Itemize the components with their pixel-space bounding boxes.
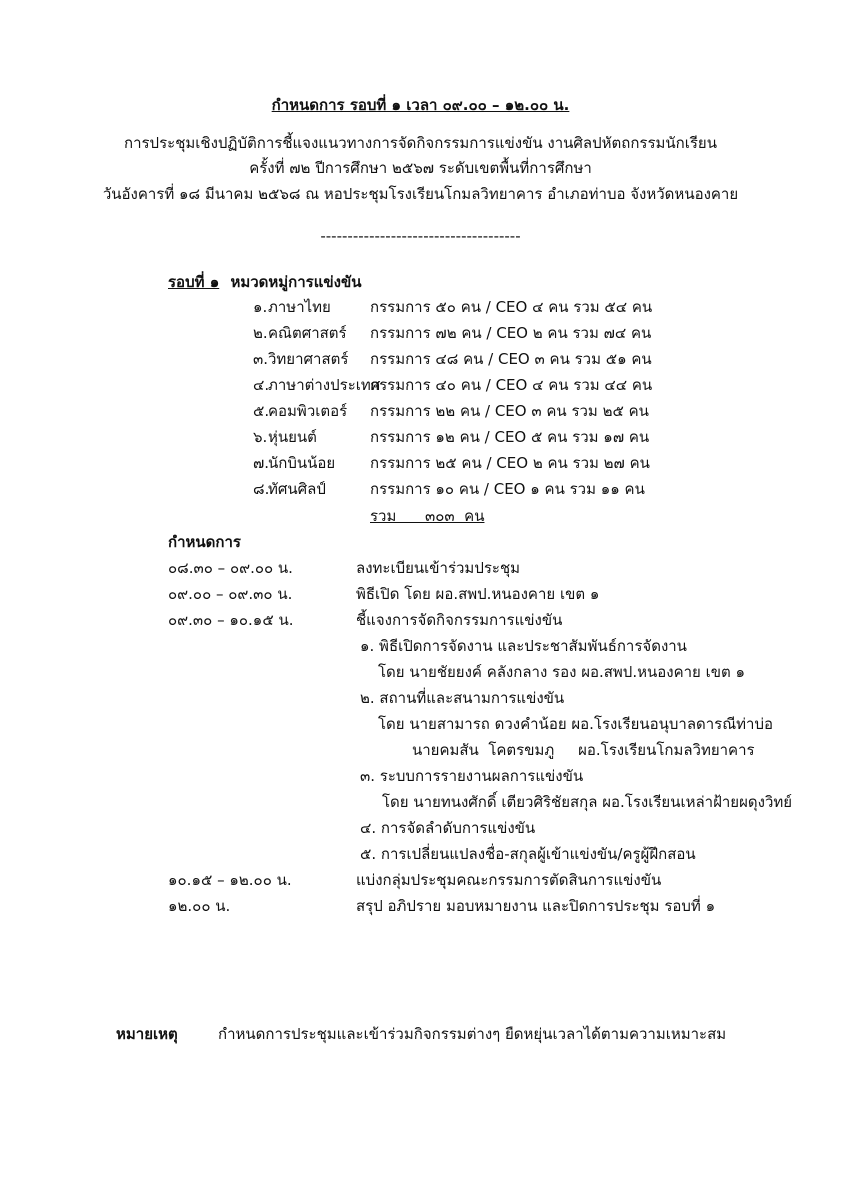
category-name: คอมพิวเตอร์ bbox=[268, 402, 348, 420]
category-number: ๕. bbox=[253, 402, 270, 420]
category-detail: กรรมการ ๗๒ คน / CEO ๒ คน รวม ๗๔ คน bbox=[370, 324, 652, 342]
category-detail: กรรมการ ๔๘ คน / CEO ๓ คน รวม ๕๑ คน bbox=[370, 350, 652, 368]
category-detail: กรรมการ ๕๐ คน / CEO ๔ คน รวม ๕๔ คน bbox=[370, 298, 653, 316]
sub-item: ๒. สถานที่และสนามการแข่งขัน bbox=[360, 689, 565, 707]
schedule-event: ชี้แจงการจัดกิจกรรมการแข่งขัน bbox=[356, 611, 563, 629]
subtitle-line-3: วันอังคารที่ ๑๘ มีนาคม ๒๕๖๘ ณ หอประชุมโรงเรียนโกมลวิทยาคาร อำเภอท่าบอ จังหวัดหนองคาย bbox=[102, 185, 739, 203]
page-title: กำหนดการ รอบที่ ๑ เวลา ๐๙.๐๐ – ๑๒.๐๐ น. bbox=[271, 96, 570, 114]
sub-item-detail: นายคมสัน โคตรขมภู ผอ.โรงเรียนโกมลวิทยาคาร bbox=[412, 741, 755, 759]
category-name: ภาษาต่างประเทศ bbox=[268, 376, 381, 394]
subtitle-line-1: การประชุมเชิงปฏิบัติการชี้แจงแนวทางการจัดกิจกรรมการแข่งขัน งานศิลปหัตถกรรมนักเรียน bbox=[124, 134, 717, 152]
divider: ------------------------------------- bbox=[320, 227, 521, 245]
category-detail: กรรมการ ๑๒ คน / CEO ๕ คน รวม ๑๗ คน bbox=[370, 428, 650, 446]
category-number: ๒. bbox=[253, 324, 268, 342]
category-number: ๑. bbox=[253, 298, 268, 316]
category-detail: กรรมการ ๒๕ คน / CEO ๒ คน รวม ๒๗ คน bbox=[370, 454, 650, 472]
sub-item: ๕. การเปลี่ยนแปลงชื่อ-สกุลผู้เข้าแข่งขัน/ครูผู้ฝึกสอน bbox=[360, 845, 696, 863]
sub-item: ๑. พิธีเปิดการจัดงาน และประชาสัมพันธ์การจัดงาน bbox=[360, 637, 687, 655]
subtitle-line-2: ครั้งที่ ๗๒ ปีการศึกษา ๒๕๖๗ ระดับเขตพื้นที่การศึกษา bbox=[249, 159, 592, 177]
category-number: ๗. bbox=[253, 454, 270, 472]
category-number: ๔. bbox=[253, 376, 270, 394]
schedule-event: พิธีเปิด โดย ผอ.สพป.หนองคาย เขต ๑ bbox=[356, 585, 600, 603]
schedule-time: ๐๙.๓๐ – ๑๐.๑๕ น. bbox=[168, 611, 294, 629]
schedule-time: ๐๘.๓๐ – ๐๙.๐๐ น. bbox=[168, 559, 293, 577]
schedule-time: ๑๒.๐๐ น. bbox=[168, 897, 231, 915]
schedule-event: แบ่งกลุ่มประชุมคณะกรรมการตัดสินการแข่งขัน bbox=[356, 871, 662, 889]
category-heading: หมวดหมู่การแข่งขัน bbox=[230, 273, 362, 291]
category-total: รวม ๓๐๓ คน bbox=[370, 507, 485, 525]
category-name: ทัศนศิลป์ bbox=[268, 480, 326, 498]
category-section-heading bbox=[168, 275, 361, 290]
category-number: ๘. bbox=[253, 480, 270, 498]
sub-item-detail: โดย นายทนงศักดิ์ เตียวศิริชัยสกุล ผอ.โรงเรียนเหล่าฝ้ายผดุงวิทย์ bbox=[382, 793, 793, 811]
category-name: วิทยาศาสตร์ bbox=[268, 350, 349, 368]
category-detail: กรรมการ ๒๒ คน / CEO ๓ คน รวม ๒๕ คน bbox=[370, 402, 649, 420]
category-name: หุ่นยนต์ bbox=[268, 428, 317, 446]
category-detail: กรรมการ ๑๐ คน / CEO ๑ คน รวม ๑๑ คน bbox=[370, 480, 645, 498]
sub-item: ๓. ระบบการรายงานผลการแข่งขัน bbox=[360, 767, 584, 785]
note-label: หมายเหตุ bbox=[116, 1025, 178, 1043]
sub-item-detail: โดย นายสามารถ ดวงคำน้อย ผอ.โรงเรียนอนุบาลดารณีท่าบ่อ bbox=[378, 715, 773, 733]
category-number: ๓. bbox=[253, 350, 269, 368]
category-name: ภาษาไทย bbox=[268, 298, 331, 316]
note-text: กำหนดการประชุมและเข้าร่วมกิจกรรมต่างๆ ยืดหยุ่นเวลาได้ตามความเหมาะสม bbox=[218, 1025, 727, 1043]
category-name: นักบินน้อย bbox=[268, 454, 336, 472]
sub-item: ๔. การจัดลำดับการแข่งขัน bbox=[360, 819, 536, 837]
schedule-time: ๑๐.๑๕ – ๑๒.๐๐ น. bbox=[168, 871, 292, 889]
category-name: คณิตศาสตร์ bbox=[268, 324, 347, 342]
schedule-heading: กำหนดการ bbox=[168, 533, 241, 551]
category-number: ๖. bbox=[253, 428, 268, 446]
round-label: รอบที่ ๑ bbox=[168, 273, 220, 291]
category-detail: กรรมการ ๔๐ คน / CEO ๔ คน รวม ๔๔ คน bbox=[370, 376, 653, 394]
sub-item-detail: โดย นายชัยยงค์ คลังกลาง รอง ผอ.สพป.หนองคาย เขต ๑ bbox=[378, 663, 746, 681]
schedule-time: ๐๙.๐๐ – ๐๙.๓๐ น. bbox=[168, 585, 293, 603]
schedule-event: ลงทะเบียนเข้าร่วมประชุม bbox=[356, 559, 521, 577]
schedule-event: สรุป อภิปราย มอบหมายงาน และปิดการประชุม รอบที่ ๑ bbox=[356, 897, 716, 915]
